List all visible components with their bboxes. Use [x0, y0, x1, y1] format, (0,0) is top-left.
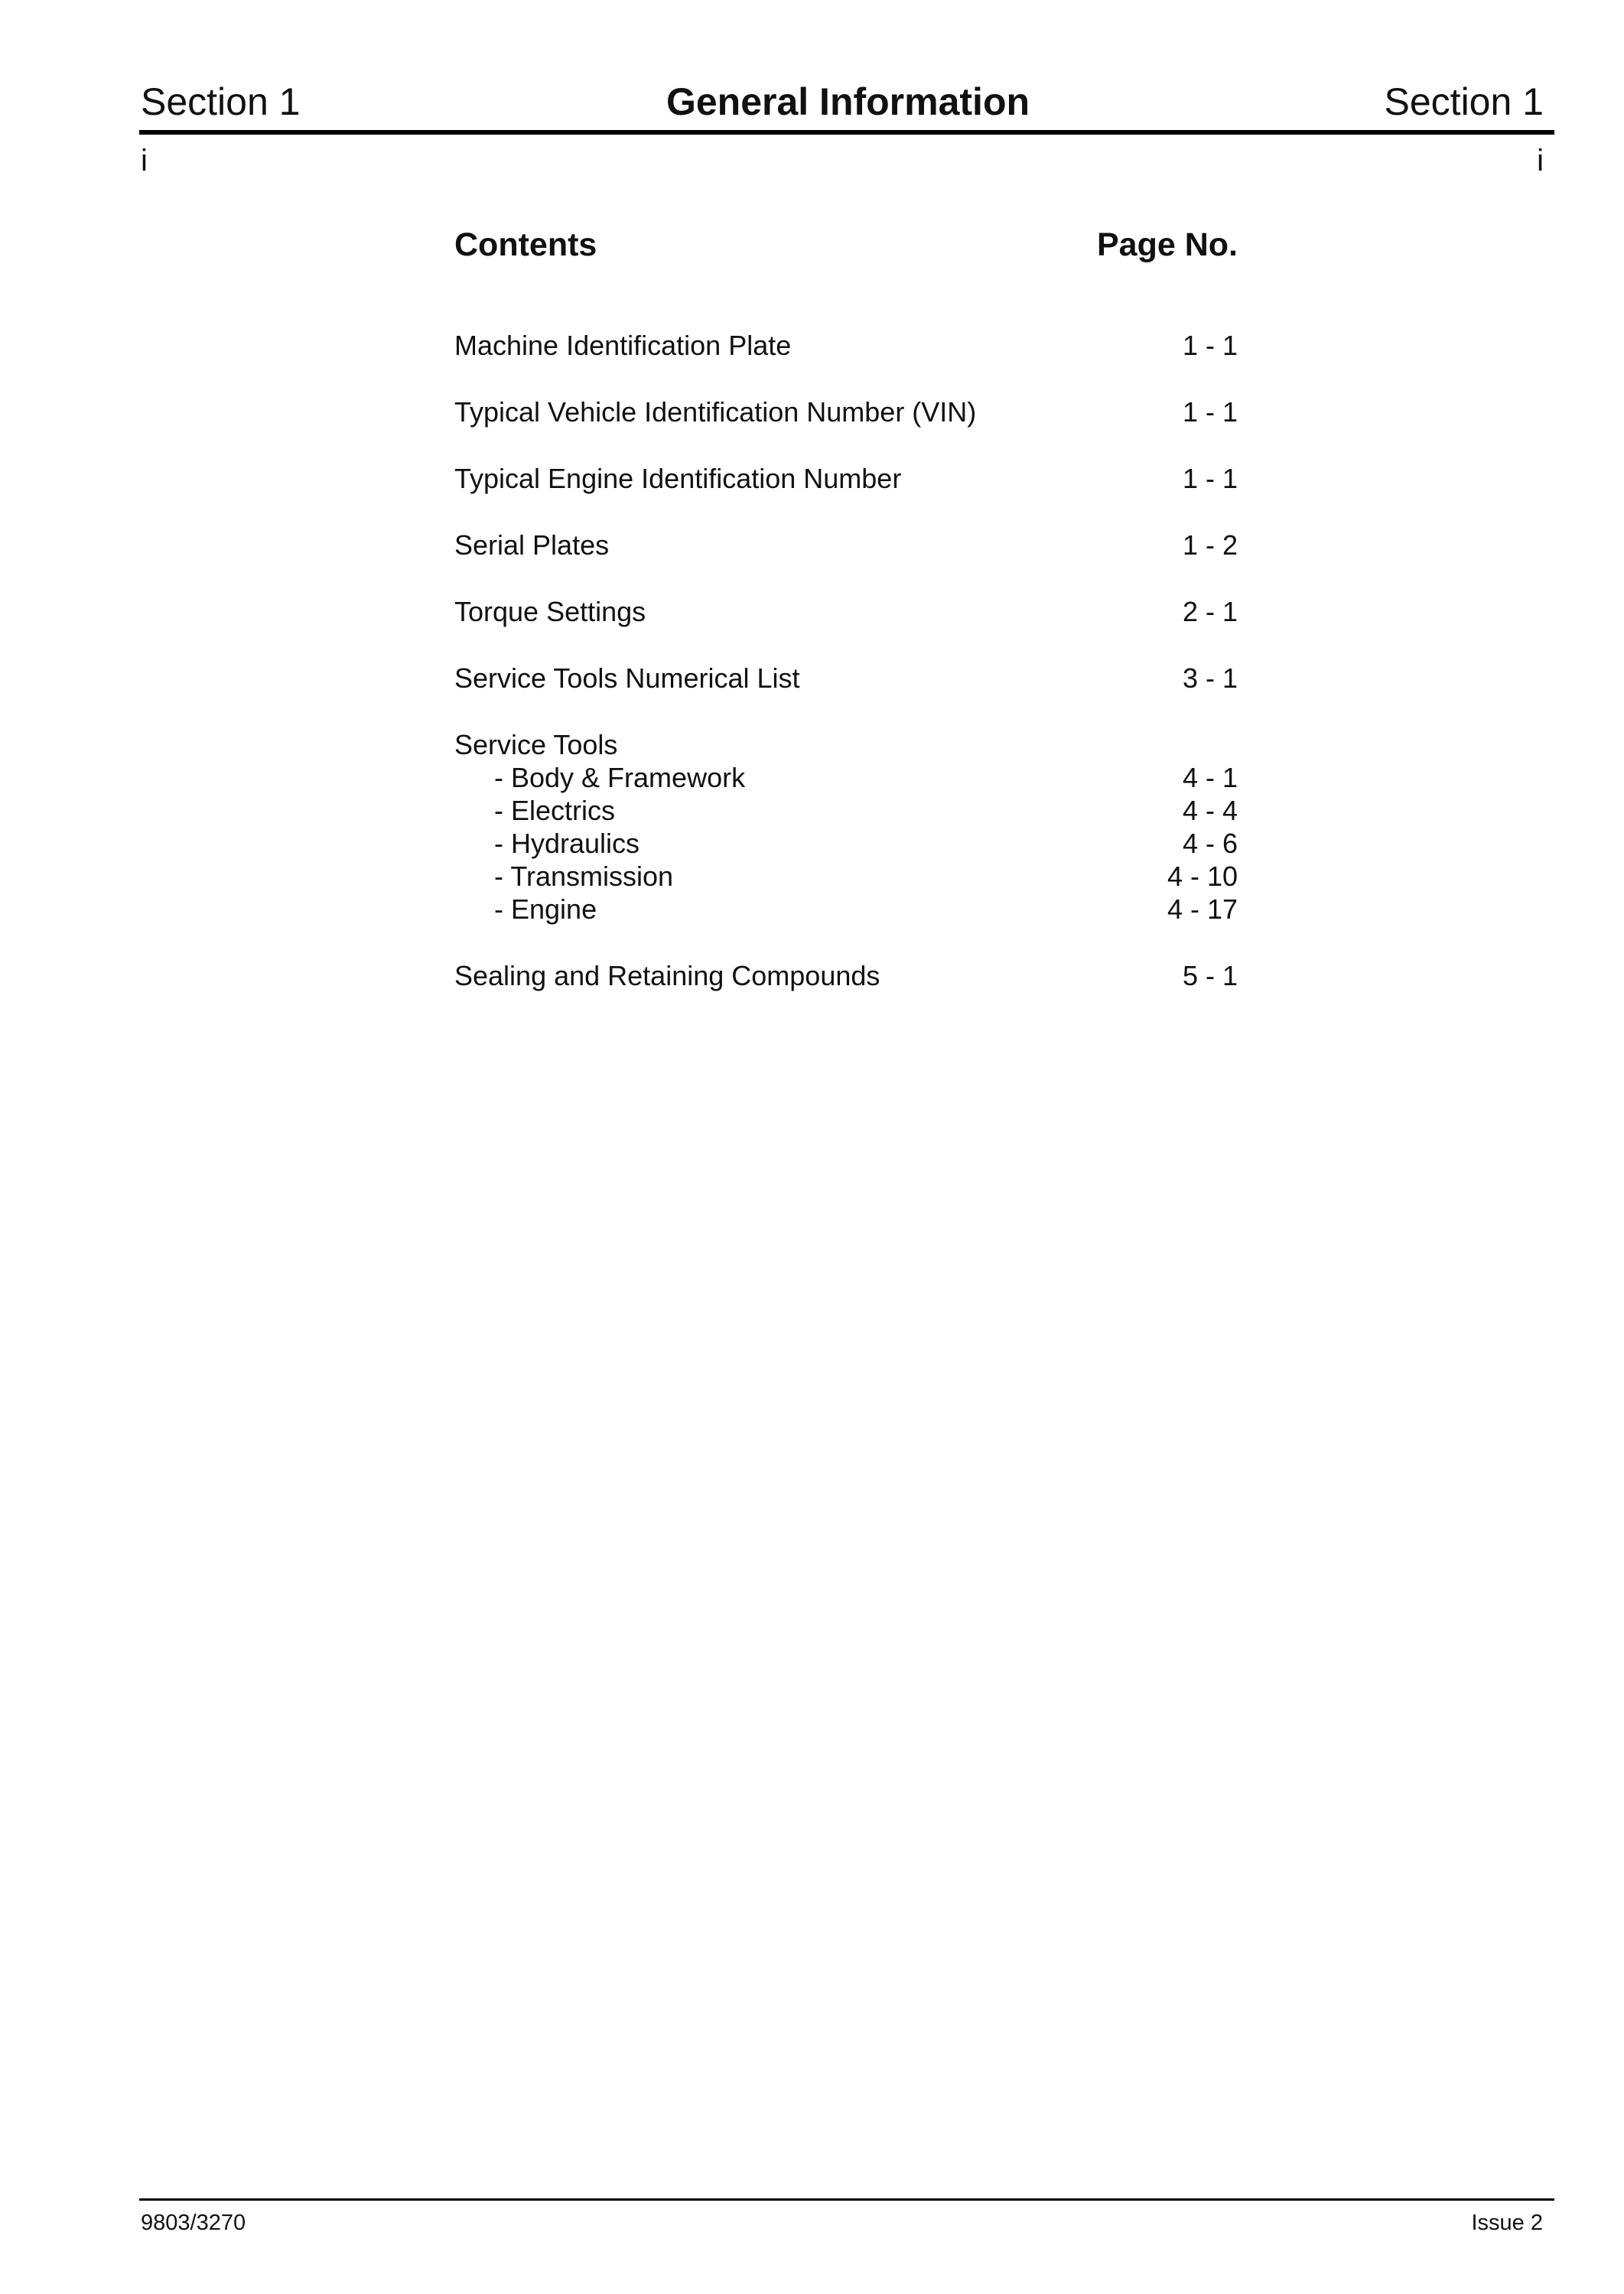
- toc-subentry: [454, 761, 1238, 794]
- toc-entry-label: Typical Vehicle Identification Number (VIN): [454, 396, 977, 428]
- header-section-right: Section 1: [1384, 80, 1544, 123]
- toc-entry-page: 5 - 1: [1182, 960, 1238, 991]
- toc-entry-page: 1 - 1: [1182, 330, 1238, 361]
- toc-entry: [454, 462, 1238, 495]
- toc-entry-page: 1 - 2: [1182, 529, 1238, 561]
- toc-entry-page: 1 - 1: [1182, 396, 1238, 428]
- toc-subentry-page: 4 - 4: [1182, 795, 1238, 826]
- toc-subentry: [454, 893, 1238, 926]
- toc-subentry-label: - Body & Framework: [494, 762, 746, 793]
- toc-entry-label: Typical Engine Identification Number: [454, 463, 902, 494]
- page-number-right: i: [1537, 144, 1544, 177]
- issue-number: Issue 2: [1471, 2211, 1543, 2235]
- toc-entry-label: Serial Plates: [454, 529, 610, 561]
- page-number-left: i: [141, 144, 148, 177]
- toc-subentry: [454, 794, 1238, 827]
- toc-subentry-label: - Engine: [494, 893, 597, 925]
- toc-entry-page: 2 - 1: [1182, 596, 1238, 627]
- toc-entry: [454, 329, 1238, 362]
- toc-subentry-label: - Electrics: [494, 795, 616, 826]
- table-of-contents: [454, 214, 1238, 1026]
- toc-entry: [454, 529, 1238, 561]
- toc-entry-page: 3 - 1: [1182, 662, 1238, 694]
- toc-entry: [454, 959, 1238, 992]
- toc-subentry-page: 4 - 17: [1167, 893, 1238, 925]
- toc-subentry: [454, 860, 1238, 893]
- toc-subentry-label: - Transmission: [494, 861, 674, 892]
- toc-entry: [454, 595, 1238, 628]
- toc-entry-label: Torque Settings: [454, 596, 646, 627]
- toc-header: [454, 214, 1238, 275]
- toc-entry-label: Sealing and Retaining Compounds: [454, 960, 880, 991]
- footer-divider: [139, 2198, 1554, 2201]
- toc-entry-label: Service Tools Numerical List: [454, 662, 800, 694]
- toc-group-service-tools: [454, 728, 1238, 926]
- document-number: 9803/3270: [141, 2211, 246, 2235]
- toc-subentry-page: 4 - 1: [1182, 762, 1238, 793]
- toc-group-title: Service Tools: [454, 729, 618, 760]
- toc-entry-label: Machine Identification Plate: [454, 330, 792, 361]
- toc-subentry-page: 4 - 6: [1182, 828, 1238, 859]
- toc-subentry-label: - Hydraulics: [494, 828, 640, 859]
- toc-entry: [454, 662, 1238, 695]
- header-divider: [139, 130, 1554, 135]
- toc-subentry: [454, 827, 1238, 860]
- toc-heading-contents: Contents: [454, 226, 597, 263]
- toc-entry: [454, 395, 1238, 428]
- page-title: General Information: [666, 80, 1030, 123]
- toc-subentry-page: 4 - 10: [1167, 861, 1238, 892]
- header-section-left: Section 1: [141, 80, 301, 123]
- toc-entry-page: 1 - 1: [1182, 463, 1238, 494]
- toc-heading-page-no: Page No.: [1097, 226, 1238, 263]
